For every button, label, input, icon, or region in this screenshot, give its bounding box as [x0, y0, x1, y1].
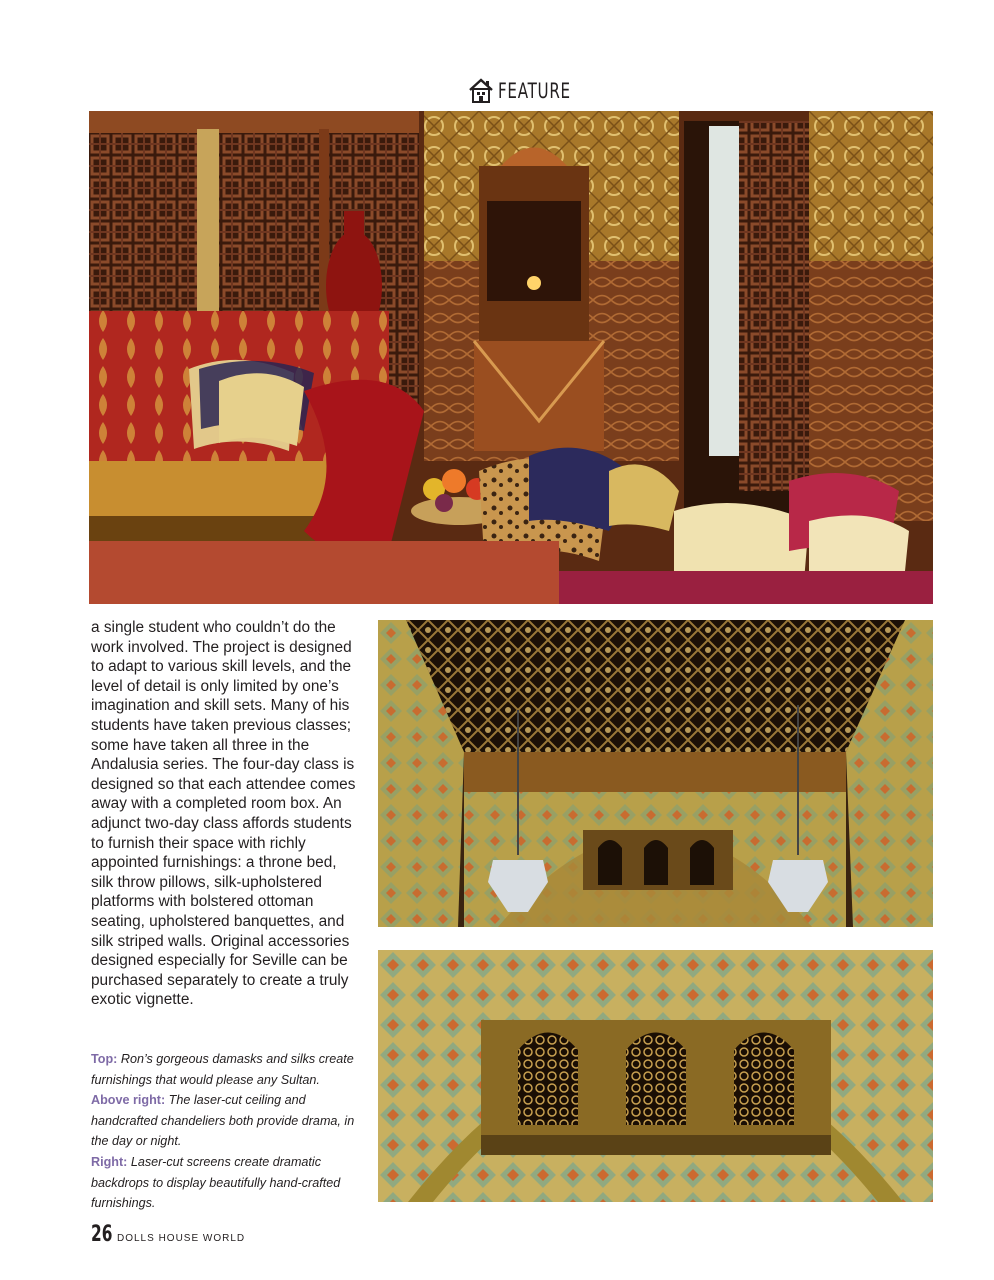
caption-above-right	[91, 1090, 363, 1152]
caption-text: The laser-cut ceiling and handcrafted chandeliers both provide drama, in the day or night.	[91, 1093, 355, 1149]
caption-right	[91, 1152, 363, 1214]
caption-text: Laser-cut screens create dramatic backdrops to display beautifully hand-crafted furnishings.	[91, 1154, 341, 1211]
house-icon	[468, 77, 494, 105]
photo-moroccan-lounge	[89, 111, 933, 604]
caption-top	[91, 1049, 363, 1090]
magazine-name: DOLLS HOUSE WORLD	[117, 1233, 246, 1244]
caption-lead: Right:	[91, 1154, 128, 1169]
section-header	[468, 74, 599, 108]
body-text: a single student who couldn’t do the work involved. The project is designed to adapt to various skill levels, and the level of detail is only limited by one’s imagination and skill sets. Many of his students have taken previous classes; some have taken all three in the Andalusia series. The four-day class is designed so that each attendee comes away with a completed room box. An adjunct two-day class affords students to furnish their space with richly appointed furnishings: a throne bed, silk throw pillows, silk-upholstered platforms with bolstered ottoman seating, upholstered banquettes, and silk striped walls. Original accessories designed especially for Seville can be purchased separately to create a truly exotic vignette.	[91, 619, 356, 1009]
photo-captions	[91, 1049, 363, 1214]
section-label: FEATURE	[498, 79, 571, 103]
caption-text: Ron’s gorgeous damasks and silks create furnishings that would please any Sultan.	[91, 1052, 354, 1087]
photo-arched-screens	[378, 950, 933, 1202]
caption-lead: Above right:	[91, 1093, 166, 1108]
page-number: 26	[91, 1222, 113, 1247]
photo-laser-cut-ceiling	[378, 620, 933, 927]
caption-lead: Top:	[91, 1052, 118, 1066]
page-footer	[91, 1222, 245, 1247]
